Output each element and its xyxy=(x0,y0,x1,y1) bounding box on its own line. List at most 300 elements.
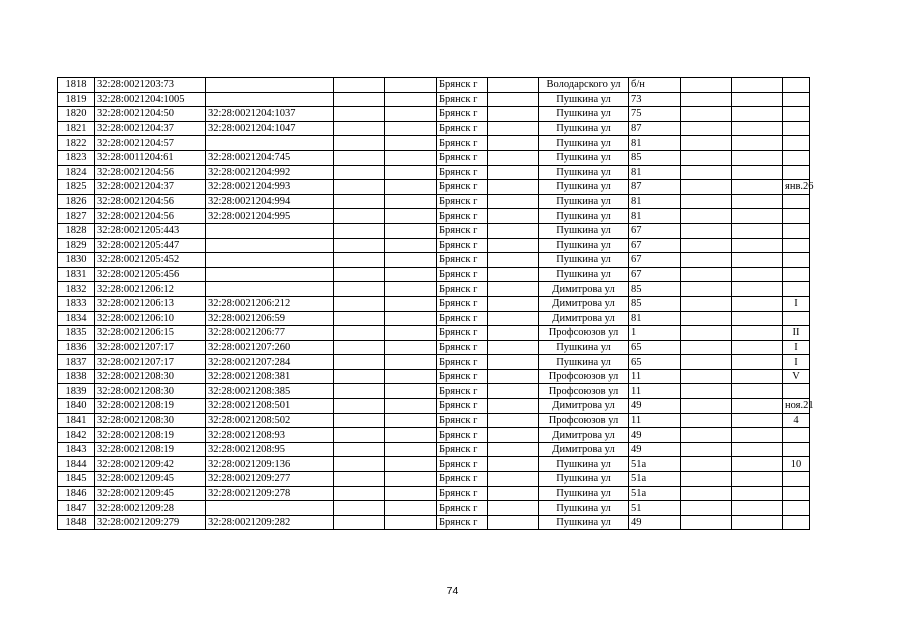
city-cell: Брянск г xyxy=(437,223,488,238)
col-10-cell xyxy=(681,472,732,487)
col-4-cell xyxy=(334,311,385,326)
col-5-cell xyxy=(385,238,437,253)
table-row xyxy=(58,457,810,472)
col-10-cell xyxy=(681,238,732,253)
col-5-cell xyxy=(385,267,437,282)
cadastral-number-cell: 32:28:0021207:17 xyxy=(95,355,206,370)
city-cell: Брянск г xyxy=(437,150,488,165)
col-11-cell xyxy=(732,399,783,414)
street-cell: Пушкина ул xyxy=(539,238,629,253)
table-row xyxy=(58,326,810,341)
note-cell xyxy=(783,282,810,297)
col-11-cell xyxy=(732,442,783,457)
house-number-cell: 81 xyxy=(629,209,681,224)
note-cell xyxy=(783,515,810,530)
note-cell xyxy=(783,442,810,457)
table-row xyxy=(58,296,810,311)
house-number-cell: 67 xyxy=(629,223,681,238)
cadastral-number-cell: 32:28:0021204:37 xyxy=(95,121,206,136)
note-cell xyxy=(783,486,810,501)
note-cell xyxy=(783,253,810,268)
col-5-cell xyxy=(385,150,437,165)
cadastral-number-cell: 32:28:0021206:12 xyxy=(95,282,206,297)
col-10-cell xyxy=(681,78,732,93)
table-row xyxy=(58,238,810,253)
note-cell xyxy=(783,501,810,516)
col-5-cell xyxy=(385,472,437,487)
table-row xyxy=(58,515,810,530)
col-4-cell xyxy=(334,92,385,107)
table-row xyxy=(58,180,810,195)
col-10-cell xyxy=(681,428,732,443)
col-5-cell xyxy=(385,457,437,472)
row-number-cell: 1820 xyxy=(58,107,95,122)
col-7-cell xyxy=(488,107,539,122)
linked-cadastral-number-cell: 32:28:0021206:212 xyxy=(206,296,334,311)
table-row xyxy=(58,399,810,414)
col-11-cell xyxy=(732,355,783,370)
col-5-cell xyxy=(385,296,437,311)
linked-cadastral-number-cell: 32:28:0021204:1037 xyxy=(206,107,334,122)
col-5-cell xyxy=(385,515,437,530)
street-cell: Пушкина ул xyxy=(539,136,629,151)
col-10-cell xyxy=(681,165,732,180)
cadastral-number-cell: 32:28:0021209:45 xyxy=(95,472,206,487)
col-10-cell xyxy=(681,384,732,399)
row-number-cell: 1825 xyxy=(58,180,95,195)
note-cell xyxy=(783,107,810,122)
col-4-cell xyxy=(334,369,385,384)
col-10-cell xyxy=(681,340,732,355)
street-cell: Пушкина ул xyxy=(539,253,629,268)
city-cell: Брянск г xyxy=(437,136,488,151)
cadastral-number-cell: 32:28:0021209:279 xyxy=(95,515,206,530)
col-10-cell xyxy=(681,413,732,428)
col-7-cell xyxy=(488,457,539,472)
note-cell xyxy=(783,136,810,151)
table-row xyxy=(58,340,810,355)
col-4-cell xyxy=(334,413,385,428)
col-4-cell xyxy=(334,340,385,355)
house-number-cell: 87 xyxy=(629,180,681,195)
col-7-cell xyxy=(488,121,539,136)
city-cell: Брянск г xyxy=(437,326,488,341)
row-number-cell: 1822 xyxy=(58,136,95,151)
col-11-cell xyxy=(732,296,783,311)
house-number-cell: 81 xyxy=(629,165,681,180)
note-cell: ноя.21 xyxy=(783,399,810,414)
table-row xyxy=(58,355,810,370)
street-cell: Димитрова ул xyxy=(539,296,629,311)
city-cell: Брянск г xyxy=(437,428,488,443)
col-7-cell xyxy=(488,369,539,384)
col-11-cell xyxy=(732,486,783,501)
note-cell xyxy=(783,267,810,282)
col-4-cell xyxy=(334,238,385,253)
cadastral-number-cell: 32:28:0021209:28 xyxy=(95,501,206,516)
table-row xyxy=(58,107,810,122)
street-cell: Пушкина ул xyxy=(539,180,629,195)
note-cell xyxy=(783,121,810,136)
linked-cadastral-number-cell xyxy=(206,282,334,297)
house-number-cell: 49 xyxy=(629,399,681,414)
col-11-cell xyxy=(732,121,783,136)
col-7-cell xyxy=(488,399,539,414)
house-number-cell: 75 xyxy=(629,107,681,122)
note-cell xyxy=(783,194,810,209)
cadastral-number-cell: 32:28:0021208:19 xyxy=(95,442,206,457)
note-cell xyxy=(783,209,810,224)
col-7-cell xyxy=(488,194,539,209)
city-cell: Брянск г xyxy=(437,384,488,399)
col-4-cell xyxy=(334,209,385,224)
cadastral-number-cell: 32:28:0021208:30 xyxy=(95,369,206,384)
col-4-cell xyxy=(334,267,385,282)
col-7-cell xyxy=(488,311,539,326)
page-number: 74 xyxy=(446,585,459,597)
col-10-cell xyxy=(681,515,732,530)
city-cell: Брянск г xyxy=(437,180,488,195)
house-number-cell: 49 xyxy=(629,442,681,457)
note-cell: I xyxy=(783,355,810,370)
note-cell: 10 xyxy=(783,457,810,472)
row-number-cell: 1829 xyxy=(58,238,95,253)
city-cell: Брянск г xyxy=(437,92,488,107)
col-10-cell xyxy=(681,223,732,238)
col-4-cell xyxy=(334,223,385,238)
col-7-cell xyxy=(488,296,539,311)
col-5-cell xyxy=(385,209,437,224)
linked-cadastral-number-cell: 32:28:0021208:95 xyxy=(206,442,334,457)
cadastral-number-cell: 32:28:0021208:19 xyxy=(95,399,206,414)
col-5-cell xyxy=(385,501,437,516)
city-cell: Брянск г xyxy=(437,340,488,355)
linked-cadastral-number-cell xyxy=(206,267,334,282)
note-cell: V xyxy=(783,369,810,384)
linked-cadastral-number-cell xyxy=(206,136,334,151)
linked-cadastral-number-cell xyxy=(206,253,334,268)
col-7-cell xyxy=(488,501,539,516)
city-cell: Брянск г xyxy=(437,121,488,136)
col-4-cell xyxy=(334,442,385,457)
col-11-cell xyxy=(732,238,783,253)
linked-cadastral-number-cell xyxy=(206,238,334,253)
linked-cadastral-number-cell xyxy=(206,92,334,107)
col-11-cell xyxy=(732,501,783,516)
note-cell xyxy=(783,238,810,253)
col-11-cell xyxy=(732,223,783,238)
col-4-cell xyxy=(334,486,385,501)
house-number-cell: 49 xyxy=(629,428,681,443)
cadastral-number-cell: 32:28:0021204:50 xyxy=(95,107,206,122)
row-number-cell: 1837 xyxy=(58,355,95,370)
col-5-cell xyxy=(385,384,437,399)
linked-cadastral-number-cell: 32:28:0021208:381 xyxy=(206,369,334,384)
col-4-cell xyxy=(334,78,385,93)
col-5-cell xyxy=(385,442,437,457)
note-cell xyxy=(783,92,810,107)
linked-cadastral-number-cell: 32:28:0021209:136 xyxy=(206,457,334,472)
col-11-cell xyxy=(732,209,783,224)
col-4-cell xyxy=(334,384,385,399)
cadastral-number-cell: 32:28:0021207:17 xyxy=(95,340,206,355)
col-10-cell xyxy=(681,326,732,341)
row-number-cell: 1831 xyxy=(58,267,95,282)
table-body xyxy=(58,78,814,530)
city-cell: Брянск г xyxy=(437,78,488,93)
row-number-cell: 1827 xyxy=(58,209,95,224)
col-10-cell xyxy=(681,194,732,209)
cadastral-number-cell: 32:28:0021205:447 xyxy=(95,238,206,253)
table-row xyxy=(58,121,810,136)
street-cell: Профсоюзов ул xyxy=(539,326,629,341)
row-number-cell: 1838 xyxy=(58,369,95,384)
col-10-cell xyxy=(681,399,732,414)
table-row xyxy=(58,282,810,297)
row-number-cell: 1833 xyxy=(58,296,95,311)
city-cell: Брянск г xyxy=(437,413,488,428)
cadastral-number-cell: 32:28:0021208:30 xyxy=(95,384,206,399)
house-number-cell: 51а xyxy=(629,457,681,472)
linked-cadastral-number-cell: 32:28:0021208:501 xyxy=(206,399,334,414)
col-4-cell xyxy=(334,428,385,443)
col-4-cell xyxy=(334,501,385,516)
table-row xyxy=(58,472,810,487)
house-number-cell: 85 xyxy=(629,282,681,297)
row-number-cell: 1823 xyxy=(58,150,95,165)
col-7-cell xyxy=(488,209,539,224)
col-4-cell xyxy=(334,121,385,136)
col-11-cell xyxy=(732,107,783,122)
col-7-cell xyxy=(488,442,539,457)
table-row xyxy=(58,78,810,93)
row-number-cell: 1847 xyxy=(58,501,95,516)
col-7-cell xyxy=(488,253,539,268)
table-row xyxy=(58,384,810,399)
note-cell: 4 xyxy=(783,413,810,428)
col-11-cell xyxy=(732,180,783,195)
table-row xyxy=(58,413,810,428)
col-5-cell xyxy=(385,180,437,195)
row-number-cell: 1824 xyxy=(58,165,95,180)
street-cell: Пушкина ул xyxy=(539,486,629,501)
cadastral-number-cell: 32:28:0021206:13 xyxy=(95,296,206,311)
house-number-cell: 81 xyxy=(629,194,681,209)
col-7-cell xyxy=(488,486,539,501)
linked-cadastral-number-cell: 32:28:0021208:502 xyxy=(206,413,334,428)
linked-cadastral-number-cell: 32:28:0021208:93 xyxy=(206,428,334,443)
row-number-cell: 1832 xyxy=(58,282,95,297)
table-row xyxy=(58,136,810,151)
linked-cadastral-number-cell: 32:28:0021207:284 xyxy=(206,355,334,370)
col-11-cell xyxy=(732,326,783,341)
row-number-cell: 1835 xyxy=(58,326,95,341)
note-cell xyxy=(783,223,810,238)
col-10-cell xyxy=(681,296,732,311)
note-cell: янв.26 xyxy=(783,180,810,195)
col-7-cell xyxy=(488,326,539,341)
street-cell: Пушкина ул xyxy=(539,209,629,224)
street-cell: Пушкина ул xyxy=(539,107,629,122)
linked-cadastral-number-cell xyxy=(206,78,334,93)
table-row xyxy=(58,369,810,384)
city-cell: Брянск г xyxy=(437,515,488,530)
col-7-cell xyxy=(488,515,539,530)
col-4-cell xyxy=(334,282,385,297)
col-5-cell xyxy=(385,355,437,370)
city-cell: Брянск г xyxy=(437,296,488,311)
col-4-cell xyxy=(334,355,385,370)
row-number-cell: 1836 xyxy=(58,340,95,355)
linked-cadastral-number-cell: 32:28:0021207:260 xyxy=(206,340,334,355)
col-4-cell xyxy=(334,253,385,268)
cadastral-number-cell: 32:28:0011204:61 xyxy=(95,150,206,165)
col-11-cell xyxy=(732,413,783,428)
col-5-cell xyxy=(385,326,437,341)
col-10-cell xyxy=(681,369,732,384)
city-cell: Брянск г xyxy=(437,472,488,487)
city-cell: Брянск г xyxy=(437,253,488,268)
cadastral-number-cell: 32:28:0021208:30 xyxy=(95,413,206,428)
col-10-cell xyxy=(681,486,732,501)
street-cell: Пушкина ул xyxy=(539,165,629,180)
row-number-cell: 1846 xyxy=(58,486,95,501)
house-number-cell: 73 xyxy=(629,92,681,107)
table-row xyxy=(58,428,810,443)
cadastral-number-cell: 32:28:0021206:10 xyxy=(95,311,206,326)
col-10-cell xyxy=(681,180,732,195)
city-cell: Брянск г xyxy=(437,442,488,457)
col-7-cell xyxy=(488,384,539,399)
cadastral-number-cell: 32:28:0021204:56 xyxy=(95,194,206,209)
note-cell: I xyxy=(783,296,810,311)
house-number-cell: 1 xyxy=(629,326,681,341)
cadastral-number-cell: 32:28:0021204:56 xyxy=(95,209,206,224)
col-11-cell xyxy=(732,428,783,443)
row-number-cell: 1819 xyxy=(58,92,95,107)
city-cell: Брянск г xyxy=(437,399,488,414)
col-7-cell xyxy=(488,223,539,238)
row-number-cell: 1830 xyxy=(58,253,95,268)
row-number-cell: 1843 xyxy=(58,442,95,457)
street-cell: Пушкина ул xyxy=(539,501,629,516)
house-number-cell: 49 xyxy=(629,515,681,530)
col-11-cell xyxy=(732,472,783,487)
linked-cadastral-number-cell xyxy=(206,223,334,238)
street-cell: Профсоюзов ул xyxy=(539,413,629,428)
col-4-cell xyxy=(334,150,385,165)
col-10-cell xyxy=(681,267,732,282)
col-10-cell xyxy=(681,457,732,472)
table-row xyxy=(58,194,810,209)
street-cell: Димитрова ул xyxy=(539,311,629,326)
col-10-cell xyxy=(681,121,732,136)
col-11-cell xyxy=(732,253,783,268)
street-cell: Профсоюзов ул xyxy=(539,384,629,399)
col-10-cell xyxy=(681,92,732,107)
street-cell: Володарского ул xyxy=(539,78,629,93)
row-number-cell: 1841 xyxy=(58,413,95,428)
street-cell: Димитрова ул xyxy=(539,428,629,443)
street-cell: Пушкина ул xyxy=(539,457,629,472)
cadastral-number-cell: 32:28:0021204:1005 xyxy=(95,92,206,107)
street-cell: Пушкина ул xyxy=(539,150,629,165)
col-7-cell xyxy=(488,150,539,165)
house-number-cell: 85 xyxy=(629,150,681,165)
col-7-cell xyxy=(488,472,539,487)
col-5-cell xyxy=(385,282,437,297)
col-10-cell xyxy=(681,311,732,326)
linked-cadastral-number-cell: 32:28:0021204:994 xyxy=(206,194,334,209)
row-number-cell: 1844 xyxy=(58,457,95,472)
col-11-cell xyxy=(732,78,783,93)
street-cell: Пушкина ул xyxy=(539,472,629,487)
col-11-cell xyxy=(732,311,783,326)
note-cell xyxy=(783,165,810,180)
cadastral-number-cell: 32:28:0021208:19 xyxy=(95,428,206,443)
col-11-cell xyxy=(732,282,783,297)
col-7-cell xyxy=(488,92,539,107)
table-row xyxy=(58,311,810,326)
col-10-cell xyxy=(681,442,732,457)
col-4-cell xyxy=(334,472,385,487)
linked-cadastral-number-cell xyxy=(206,501,334,516)
linked-cadastral-number-cell: 32:28:0021204:1047 xyxy=(206,121,334,136)
linked-cadastral-number-cell: 32:28:0021204:992 xyxy=(206,165,334,180)
col-7-cell xyxy=(488,413,539,428)
house-number-cell: 85 xyxy=(629,296,681,311)
linked-cadastral-number-cell: 32:28:0021204:745 xyxy=(206,150,334,165)
col-4-cell xyxy=(334,165,385,180)
street-cell: Пушкина ул xyxy=(539,355,629,370)
city-cell: Брянск г xyxy=(437,107,488,122)
col-5-cell xyxy=(385,311,437,326)
note-cell xyxy=(783,428,810,443)
col-10-cell xyxy=(681,209,732,224)
cadastral-number-cell: 32:28:0021206:15 xyxy=(95,326,206,341)
col-10-cell xyxy=(681,282,732,297)
street-cell: Пушкина ул xyxy=(539,92,629,107)
linked-cadastral-number-cell: 32:28:0021204:995 xyxy=(206,209,334,224)
house-number-cell: б/н xyxy=(629,78,681,93)
col-11-cell xyxy=(732,92,783,107)
col-11-cell xyxy=(732,194,783,209)
col-4-cell xyxy=(334,180,385,195)
row-number-cell: 1828 xyxy=(58,223,95,238)
row-number-cell: 1848 xyxy=(58,515,95,530)
col-5-cell xyxy=(385,399,437,414)
note-cell xyxy=(783,384,810,399)
col-5-cell xyxy=(385,428,437,443)
street-cell: Пушкина ул xyxy=(539,121,629,136)
col-5-cell xyxy=(385,413,437,428)
table-row xyxy=(58,501,810,516)
linked-cadastral-number-cell: 32:28:0021204:993 xyxy=(206,180,334,195)
col-11-cell xyxy=(732,369,783,384)
note-cell xyxy=(783,472,810,487)
city-cell: Брянск г xyxy=(437,194,488,209)
house-number-cell: 81 xyxy=(629,136,681,151)
house-number-cell: 87 xyxy=(629,121,681,136)
col-7-cell xyxy=(488,136,539,151)
street-cell: Пушкина ул xyxy=(539,223,629,238)
col-4-cell xyxy=(334,399,385,414)
city-cell: Брянск г xyxy=(437,355,488,370)
street-cell: Димитрова ул xyxy=(539,282,629,297)
linked-cadastral-number-cell: 32:28:0021209:277 xyxy=(206,472,334,487)
col-5-cell xyxy=(385,223,437,238)
cadastral-number-cell: 32:28:0021209:42 xyxy=(95,457,206,472)
